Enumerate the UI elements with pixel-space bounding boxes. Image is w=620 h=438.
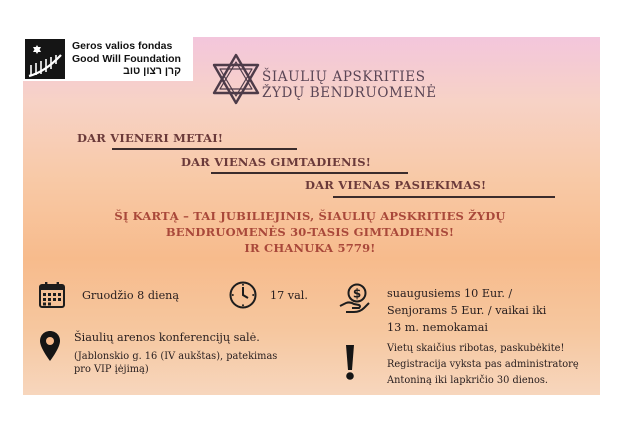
announcement-line2: BENDRUOMENĖS 30-TASIS GIMTADIENIS!: [165, 225, 455, 239]
foundation-name-lt: Geros valios fondas: [72, 40, 173, 52]
foundation-name-he: קרן רצון טוב: [123, 65, 181, 78]
clock-icon: [228, 280, 258, 310]
venue-note-line1: (Jablonskio g. 16 (IV aukštas), patekimas: [74, 351, 278, 362]
announcement: [80, 208, 540, 256]
foundation-badge: [23, 37, 193, 81]
svg-text:$: $: [352, 286, 362, 301]
notice-line3: Antoniną iki lapkričio 30 dienos.: [387, 375, 549, 386]
price-line2: Senjorams 5 Eur. / vaikai iki: [387, 304, 547, 317]
announcement-line1: ŠĮ KARTĄ – TAI JUBILIEJINIS, ŠIAULIŲ APSKRITIES ŽYDŲ: [114, 209, 506, 223]
headline-2: DAR VIENAS GIMTADIENIS!: [181, 155, 372, 169]
announcement-line3: IR CHANUKA 5779!: [244, 241, 376, 255]
foundation-name: [72, 40, 181, 78]
calendar-icon: [38, 281, 66, 309]
event-date: Gruodžio 8 dieną: [82, 289, 180, 302]
organization-name-line2: ŽYDŲ BENDRUOMENĖ: [262, 85, 437, 101]
organization-name: [262, 69, 437, 101]
headline-1: DAR VIENERI METAI!: [77, 131, 224, 145]
price-line3: 13 m. nemokamai: [387, 321, 488, 334]
price-line1: suaugusiems 10 Eur. /: [387, 287, 513, 300]
event-price: [387, 285, 546, 336]
headline-1-rule: [112, 148, 297, 150]
event-venue: Šiaulių arenos konferencijų salė.: [74, 331, 260, 344]
notice-line2: Registracija vyksta pas administratorę: [387, 359, 579, 370]
event-time: 17 val.: [270, 289, 308, 302]
registration-notice: [387, 341, 579, 389]
star-of-david-logo: [208, 51, 264, 107]
headline-3: DAR VIENAS PASIEKIMAS!: [305, 178, 487, 192]
organization-name-line1: ŠIAULIŲ APSKRITIES: [262, 69, 426, 85]
money-hand-icon: [338, 282, 372, 316]
headline-2-rule: [211, 172, 408, 174]
exclamation-icon: [343, 343, 357, 381]
venue-note-line2: pro VIP įėjimą): [74, 364, 149, 375]
notice-line1: Vietų skaičius ribotas, paskubėkite!: [387, 343, 565, 354]
location-pin-icon: [39, 330, 61, 362]
good-will-foundation-logo: [25, 39, 65, 79]
foundation-name-en: Good Will Foundation: [72, 52, 181, 65]
venue-note: [74, 350, 277, 376]
headline-3-rule: [333, 196, 555, 198]
